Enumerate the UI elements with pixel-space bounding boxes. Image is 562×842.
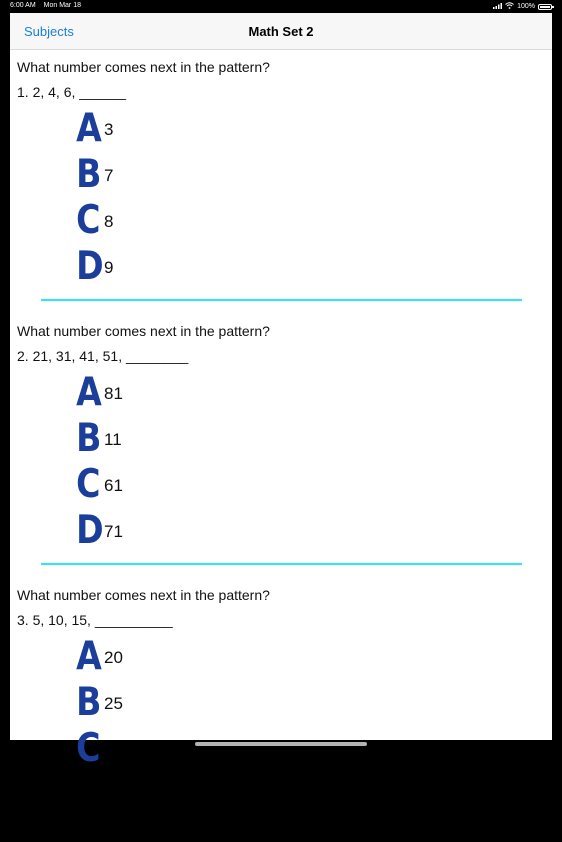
answer-choice-b[interactable] [74, 418, 194, 462]
choice-value: 20 [104, 648, 123, 667]
question-prompt: What number comes next in the pattern? [17, 59, 270, 75]
answer-choice-b[interactable] [74, 682, 194, 726]
choice-letter-a: A [76, 106, 102, 151]
status-date: Mon Mar 18 [43, 2, 81, 9]
question-text: 1. 2, 4, 6, ______ [17, 84, 126, 100]
choice-letter-d: D [76, 244, 104, 289]
choice-letter-c: C [76, 726, 101, 771]
status-bar [0, 0, 562, 12]
choice-value: 3 [104, 120, 114, 139]
question-text: 2. 21, 31, 41, 51, ________ [17, 348, 189, 364]
question-block [10, 314, 552, 578]
choice-value: 9 [104, 258, 114, 277]
wifi-icon [505, 2, 514, 11]
question-prompt: What number comes next in the pattern? [17, 323, 270, 339]
answer-choice-b[interactable] [74, 154, 194, 198]
choice-letter-d: D [76, 508, 104, 553]
page-title: Math Set 2 [248, 24, 314, 39]
choice-value: 25 [104, 694, 123, 713]
answer-choice-c[interactable] [74, 728, 194, 772]
answer-choice-d[interactable] [74, 510, 194, 554]
battery-fill [540, 6, 550, 8]
home-indicator[interactable] [195, 742, 367, 746]
answer-choice-c[interactable] [74, 464, 194, 508]
choice-letter-a: A [76, 370, 102, 415]
choice-letter-c: C [76, 198, 101, 243]
question-divider [41, 563, 522, 565]
choice-letter-c: C [76, 462, 101, 507]
choice-value: 11 [104, 430, 122, 449]
choice-value: 81 [104, 384, 123, 403]
battery-percent: 100% [517, 3, 535, 10]
choice-value: 7 [104, 166, 114, 185]
question-block [10, 50, 552, 314]
choice-letter-a: A [76, 634, 102, 679]
status-time: 6:00 AM [10, 2, 36, 9]
choice-letter-b: B [76, 152, 102, 197]
battery-icon [538, 4, 552, 10]
choice-value: 8 [104, 212, 114, 231]
status-right [493, 2, 552, 11]
answer-choice-c[interactable] [74, 200, 194, 244]
answer-choice-a[interactable] [74, 636, 194, 680]
app-screen [10, 13, 552, 771]
answer-choice-a[interactable] [74, 108, 194, 152]
choice-value: 71 [104, 522, 123, 541]
signal-icon [493, 3, 502, 11]
back-button[interactable]: Subjects [24, 24, 74, 39]
question-prompt: What number comes next in the pattern? [17, 587, 270, 603]
navigation-bar [10, 13, 552, 50]
question-divider [41, 299, 522, 301]
answer-choice-a[interactable] [74, 372, 194, 416]
question-block [10, 578, 552, 842]
choice-letter-b: B [76, 416, 102, 461]
status-left [10, 2, 87, 9]
question-list[interactable] [10, 50, 552, 842]
choice-value: 61 [104, 476, 123, 495]
choice-letter-b: B [76, 680, 102, 725]
answer-choice-d[interactable] [74, 246, 194, 290]
question-text: 3. 5, 10, 15, __________ [17, 612, 173, 628]
